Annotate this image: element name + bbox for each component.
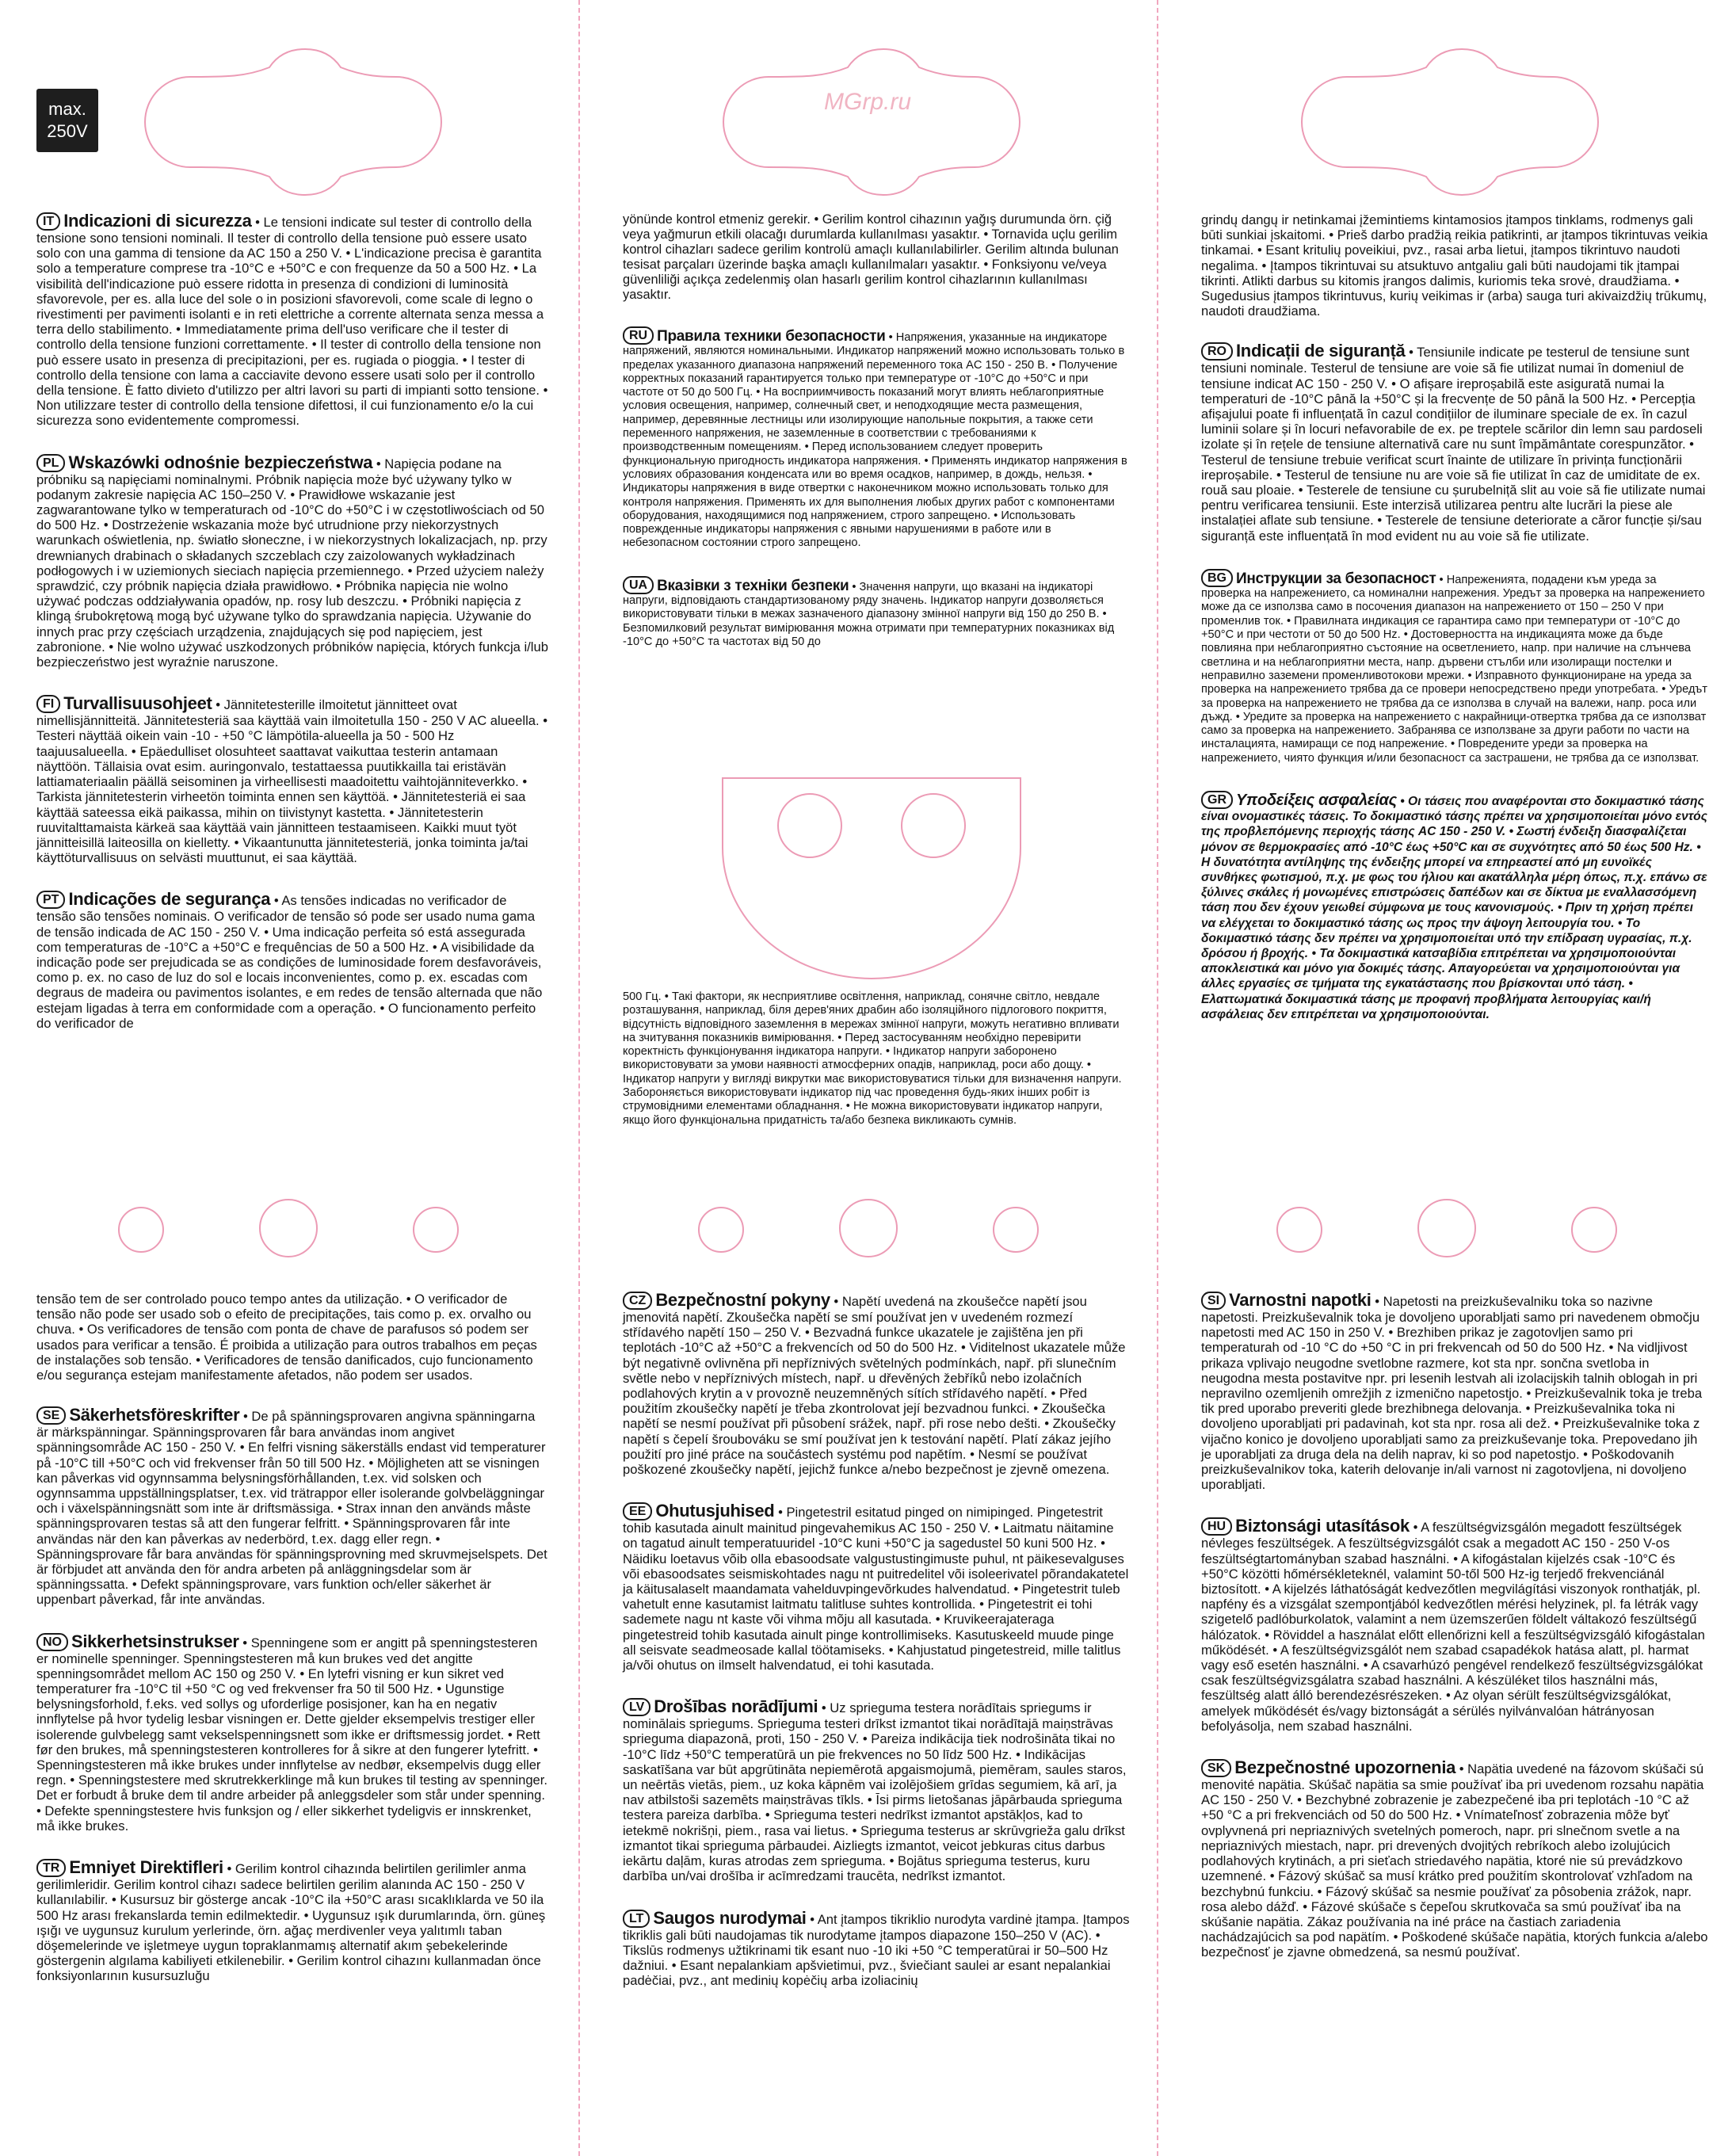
language-code: NO	[36, 1633, 68, 1651]
section-body: • A feszültségvizsgálón megadott feszültségek névleges feszültségek. A feszültségvizsgálót csak a megadott AC 150 - 250 V-os feszültségtartományban szabad használni. • A kifogástalan kijelzés csak -10°C és +50°C közötti hőmérsékleteknél, valamint 50-től 500 Hz-ig terjedő frekvenciánál biztosított. • A kijelzés láthatóságát kedvezőtlen megvilágítási viszonyok ronthatják, pl. napfény és a vizsgálat szempontjából kedvezőtlen mérési helyzinek, pl. fa létrák vagy szigetelő padlóburkolatok, valamint a nem üzemszerűen földelt váltakozó feszültségű hálózatok. • Röviddel a használat előtt ellenőrizni kell a feszültségvizsgáló kifogástalan működését. • A feszültségvizsgálót nem szabad csapadékok hatása alatt, pl. harmat vagy eső esetén használni. • A csavarhúzó pengével rendelkező feszültségvizsgálókat csak feszültségvizsgálatra szabad használni. A készüléket tilos használni más, feszültség alatt álló berendezésrészeken. • Az olyan sérült feszültségvizsgálókat, amelyek működését és/vagy biztonságát a sérülés nyilvánvalóan hátrányosan befolyásolja, nem szabad használni.	[1201, 1520, 1705, 1734]
language-code: PT	[36, 891, 65, 909]
watermark: MGrp.ru	[824, 89, 912, 115]
language-code: GR	[1201, 791, 1233, 809]
column-2-mid	[623, 990, 1130, 1128]
hanger-cutout-right	[1291, 48, 1608, 198]
language-code: CZ	[623, 1292, 652, 1310]
section-sk	[1201, 1759, 1708, 1959]
section-body: • Spenningene som er angitt på spenningstesteren er nominelle spenninger. Spenningstesteren må kun brukes ved det angitte spenningsområdet mellom AC 150 og 250 V. • En lytefri visning er kun sikret ved temperaturer fra -10°C til +50 °C og ved frekvenser fra 50 til 500 Hz. • Ugunstige belysningsforhold, f.eks. ved sollys og uforderlige posisjoner, kan ha en negativ innflytelse på hvor tydelig lesbar visningen er. Dette gjelder eksempelvis trestiger eller isolerende gulvbelegg samt vekselspenningsnett som ikke er driftsmessig jordet. • Rett før den brukes, må spenningstesteren kontrolleres for å sikre at den fungerer lytefritt. • Spenningstesteren må ikke brukes under innflytelse av nedbør, eksempelvis dugg eller regn. • Spenningstestere med skrutrekkerklinge må kun brukes til testing av spenninger. Det er forbudt å bruke dem til andre arbeider på anleggsdeler som står under spenning. • Defekte spenningstestere hvis funksjon og / eller sikkerhet tydeligvis er innskrenket, må ikke brukes.	[36, 1635, 548, 1834]
section-it	[36, 212, 548, 429]
section-title: Säkerhetsföreskrifter	[69, 1405, 240, 1425]
section-title: Инструкции за безопасност	[1236, 570, 1436, 587]
punch-circles-row	[0, 1198, 1732, 1261]
language-code: UA	[623, 576, 654, 594]
section-title: Вказівки з техніки безпеки	[657, 577, 849, 594]
section-lv	[623, 1698, 1130, 1883]
section-no	[36, 1633, 548, 1834]
section-ru	[623, 326, 1130, 551]
section-body: • Napětí uvedená na zkoušečce napětí jsou jmenovitá napětí. Zkoušečka napětí se smí používat jen v uvedeném rozmezí střídavého napětí 150 – 250 V. • Bezvadná funkce ukazatele je zajištěna jen při teplotách -10°C až +50°C a frekvencích od 50 do 500 Hz. • Viditelnost ukazatele může být negativně ovlivněna při nepříznivých světelných podmínkách, např. při slunečním světle nebo v nepříznivých místech, např. u dřevěných žebříků nebo izolačních podlahových krytin a v provozně neuzemněných sítích střídavého napětí. • Před použitím zkoušečky napětí je třeba zkontrolovat její bezvadnou funkci. • Zkoušečka napětí se nesmí používat při působení srážek, např. při rose nebo dešti. • Zkoušečky napětí s čepelí šroubováku se smí používat jen k testování napětí. Platí zákaz jejího použití pro jiné práce na součástech systému pod napětím. • Nesmí se používat poškozené zkoušečky napětí, jejichž funkce a/nebo bezpečnost je zjevně omezena.	[623, 1294, 1126, 1478]
section-se	[36, 1406, 548, 1607]
section-title: Ohutusjuhised	[655, 1501, 775, 1521]
section-title: Sikkerhetsinstrukser	[71, 1631, 239, 1651]
column-2-bottom	[623, 1292, 1130, 2013]
hanger-cutout-left	[135, 48, 452, 198]
section-pt	[36, 891, 548, 1031]
section-body: • Napätia uvedené na fázovom skúšači sú menovité napätia. Skúšač napätia sa smie používať iba pri uvedenom rozsahu napätia AC 150 - 250 V. • Bezchybné zobrazenie je zabezpečené iba pri teplotách -10 °C až +50 °C a pri frekvenciách od 50 do 500 Hz. • Vnímateľnosť zobrazenia môže byť ovplyvnená pri nepriaznivých svetelných pomeroch, napr. pri slnečnom svetle a na nepriaznivých miestach, napr. pri drevených dvojitých rebríkoch alebo izolujúcich podlahových krytinách, a pri sieťach striedavého napätia, ktoré nie sú prevádzkovo uzemnené. • Fázový skúšač sa musí krátko pred použitím skontrolovať vzhľadom na bezchybnú funkciu. • Fázový skúšač sa nesmie používať za pôsobenia zrážok, napr. rosa alebo dážď. • Fázové skúšače s čepeľou skrutkovača sa smú používať iba na skúšanie napätia. Zákaz používania na iné práce na častiach zariadenia nachádzajúcich sa pod napätím. • Poškodené skúšače napätia, ktorých funkcia a/alebo bezpečnosť je zjavne obmedzená, sa nesmú používať.	[1201, 1761, 1708, 1960]
section-ee	[623, 1502, 1130, 1673]
fold-line-right	[1157, 0, 1158, 2156]
section-body: • Gerilim kontrol cihazında belirtilen gerilimler anma gerilimleridir. Gerilim kontrol cihazı sadece belirtilen gerilim alanında AC 150 - 250 V kullanılabilir. • Kusursuz bir gösterge ancak -10°C ila +50°C arası sıcaklıklarda ve 50 ila 500 Hz arası frekanslarda temin edilmektedir. • Uygunsuz ışık durumlarında, örn. güneş ışığı ve uygunsuz kurulum yerlerinde, örn. ağaç merdivenler veya yalıtımlı taban döşemelerinde ve işletmeye uygun topraklanmamış alternatif akım şebekelerinde göstergenin algılama kabiliyeti etkilenebilir. • Gerilim kontrol cihazını kullanmadan önce fonksiyonlarının kusursuzluğu	[36, 1861, 546, 1984]
section-title: Drošības norādījumi	[654, 1696, 818, 1717]
max-voltage-badge	[36, 89, 98, 152]
fold-line-left	[578, 0, 580, 2156]
language-code: LV	[623, 1698, 650, 1716]
column-1-top	[36, 212, 548, 1056]
section-cz	[623, 1292, 1130, 1477]
section-tr	[36, 1859, 548, 1983]
section-body: • Ant įtampos tikriklio nurodyta vardinė įtampa. Įtampos tikriklis gali būti naudojamas tik nurodytame įtampos diapazone 150–250 V (AC). • Tikslūs rodmenys užtikrinami tik esant nuo -10 iki +50 °C temperatūrai ir 50–500 Hz dažniui. • Esant nepalankiam apšvietimui, pvz., šviečiant saulei ar esant nepalankiai padėčiai, pvz., ant medinių kopėčių arba izoliacinių	[623, 1911, 1130, 1989]
section-si	[1201, 1292, 1708, 1492]
language-code: TR	[36, 1859, 66, 1877]
continued-text: grindų dangų ir netinkamai įžemintiems kintamosios įtampos tinklams, rodmenys gali būti sunkiai įskaitomi. • Prieš darbo pradžią reikia patikrinti, ar įtampos tikrintuvas veikia tinkamai. • Esant kritulių poveikiui, pvz., rasai arba lietui, įtampos tikrintuvo naudoti negalima. • Įtampos tikrintuvai su atsuktuvo antgaliu gali būti naudojami tik įtampai tikrinti. Atlikti darbus su kitomis įrangos dalimis, kuriomis teka srovė, draudžiama. • Sugedusius įtampos tikrintuvus, kurių veikimas ir (arba) sauga turi akivaizdžių trūkumų, naudoti draudžiama.	[1201, 212, 1708, 319]
section-bg	[1201, 569, 1708, 765]
section-title: Turvallisuusohjeet	[63, 693, 212, 714]
badge-line-1: max.	[48, 99, 86, 119]
language-code: SK	[1201, 1759, 1231, 1777]
section-body: • Le tensioni indicate sul tester di controllo della tensione sono tensioni nominali. Il tester di controllo della tensione può essere usato solo con una gamma di tensione da AC 150 a 250 V. • L'indicazione precisa è garantita solo a temperature comprese tra -10°C e +50°C e con frequenze da 50 a 500 Hz. • La visibilità dell'indicazione può essere ridotta in presenza di condizioni di luminosità sfavorevole, per es. alla luce del sole o in posizioni sfavorevoli, come scale di legno o rivestimenti per pavimenti isolanti e in reti elettriche a corrente alternata senza messa a terra dello stabilimento. • Immediatamente prima dell'uso verificare che il tester di controllo della tensione funzioni correttamente. • Il tester di controllo della tensione non può essere usato in presenza di precipitazioni, per es. rugiada o pioggia. • I tester di controllo della tensione con lama a cacciavite devono essere usati solo per il controllo della tensione. È fatto divieto d'utilizzo per altri lavori su parti di impianti sotto tensione. • Non utilizzare tester di controllo della tensione difettosi, il cui funzionamento e/o la cui sicurezza sono evidentemente compromessi.	[36, 215, 548, 429]
section-lt	[623, 1907, 1130, 1989]
section-title: Saugos nurodymai	[653, 1907, 807, 1928]
section-title: Indicații de siguranță	[1236, 341, 1406, 361]
continued-text: 500 Гц. • Такі фактори, як несприятливе освітлення, наприклад, сонячне світло, невдале розташування, наприклад, біля дерев'яних драбин або ізоляційного підлогового покриття, відсутність відповідного заземлення в мережах змінної напруги, можуть негативно впливати на зчитування показників вимірювання. • Перед застосуванням необхідно перевірити коректність функціонування індикатора напруги. • Індикатор напруги заборонено використовувати за умови наявності атмосферних опадів, наприклад, роси або дощу. • Індикатор напруги у вигляді викрутки має використовуватися тільки для визначення напруги. Забороняється використовувати індикатор під час проведення будь-яких інших робіт із струмовідними елементами обладнання. • Не можна використовувати індикатор напруги, якщо його функціональна придатність та/або безпека викликають сумнів.	[623, 990, 1122, 1127]
section-body: • De på spänningsprovaren angivna spänningarna är märkspänningar. Spänningsprovaren får bara användas inom angivet spänningsområde AC 150 - 250 V. • En felfri visning säkerställs endast vid temperaturer på -10°C till +50°C och vid frekvenser från 50 till 500 Hz. • Möjligheten att se visningen kan påverkas vid ogynnsamma belysningsförhållanden, t.ex. vid solsken och ogynnsamma uppställningsplatser, t.ex. vid trätrappor eller isolerande golvbeläggningar och i växelspänningsnätt som inte är driftsmässiga. • Strax innan den används måste spänningsprovaren testas så att den fungerar felfritt. • Spänningsprovaren får inte användas när den kan påverkas av nederbörd, t.ex. dagg eller regn. • Spänningsprovare får bara användas för spänningsprovning med skruvmejselspets. Det är förbjudet att använda den för andra arbeten på anläggningsdelar som är spänningssatta. • Defekt spänningsprovare, vars funktion och/eller säkerhet är uppenbart påverkad, får inte användas.	[36, 1409, 547, 1608]
language-code: SE	[36, 1406, 66, 1425]
language-code: RO	[1201, 342, 1233, 361]
section-body: • Pingetestril esitatud pinged on nimipinged. Pingetestrit tohib kasutada ainult mainitud pingevahemikus AC 150 - 250 V. • Laitmatu näitamine on tagatud ainult temperatuuridel -10°C kuni +50°C ja sagedustel 50 kuni 500 Hz. • Näidiku loetavus võib olla ebasoodsate valgustustingimuste puhul, nt päikesevalguses või ebasoodsates seismiskohtades nagu nt puitredelitel või isoleerivatel põrandakatetel ja käitusalaselt maandamata vahelduvpingevõrkudes halvendatud. • Pingetestrit tuleb vahetult enne kasutamist laitmatu talitluse suhtes kontrollida. • Pingetestrit ei tohi sademete nagu nt kaste või vihma mõju all kasutada. • Kruvikeerajateraga pingetestreid tohib kasutada ainult pinge kontrollimiseks. Kasutuskeeld muude pinge all seisvate seadmeosade kallal töötamiseks. • Kahjustatud pingetestreid, mille talitlus ja/või ohutus on ilmselt halvendatud, ei tohi kasutada.	[623, 1505, 1129, 1673]
column-2-top	[623, 212, 1130, 674]
badge-line-2: 250V	[47, 121, 88, 141]
section-body: • Jännitetesterille ilmoitetut jännitteet ovat nimellisjännitteitä. Jännitetesteriä saa käyttää vain ilmoitetulla 150 - 250 V AC alueella. • Testeri näyttää oikein vain -10 - +50 °C lämpötila-alueella ja 50 - 500 Hz taajuusalueella. • Epäedulliset olosuhteet saattavat vaikuttaa testerin antamaan näyttöön. Tällaisia ovat esim. auringonvalo, testattaessa puutikkailla tai eristävän lattiamateriaalin päällä seisominen ja virheellisesti maadoitettu vaihtojänniteverkko. • Tarkista jännitetesterin virheetön toiminta ennen sen käyttöä. • Jännitetesteriä ei saa käyttää sateessa eikä paikassa, mihin on tiivistynyt kastetta. • Jännitetesterin ruuvitalttamaista kärkeä saa käyttää vain jännitteen testaamiseen. Kaikki muut työt jännitteisillä laiteosilla on kielletty. • Vikaantunutta jännitetesteriä, jonka toiminta ja/tai käyttöturvallisuus on selvästi muuttunut, ei saa käyttää.	[36, 697, 548, 866]
section-body: • As tensões indicadas no verificador de tensão são tensões nominais. O verificador de tensão só pode ser usado numa gama de tensão indicada de AC 150 - 250 V. • Uma indicação perfeita só está assegurada com temperaturas de -10°C a +50°C e frequências de 50 a 500 Hz. • A visibilidade da indicação pode ser prejudicada se as condições de luminosidade forem desfavoráveis, como p. ex. no caso de luz do sol e locais inconvenientes, como p. ex. escadas com degraus de madeira ou pavimentos isolantes, e em redes de tensão alternada que não estejam ligadas à terra em conformidade com a operação. • O funcionamento perfeito do verificador de	[36, 893, 543, 1031]
language-code: EE	[623, 1502, 652, 1521]
section-title: Varnostni napotki	[1229, 1290, 1371, 1310]
section-body: • Напреженията, подадени към уреда за проверка на напрежението, са номинални напрежения. Уредът за проверка на напрежението може да се използва само в посочения диапазон на напрежението от 150 – 250 V при променлив ток. • Правилната индикация се гарантира само при температури от -10°C до +50°C и при честоти от 50 до 500 Hz. • Достоверността на индикацията може да бъде повлияна при неблагоприятно състояние на осветлението, напр. при наличие на слънчева светлина и на неблагоприятни места, напр. дървени стълби или изолиращи постелки и неправилно заземени променливотокови мрежи. • Изправното функциониране на уреда за проверка на напрежението трябва да се провери непосредствено преди употребата. • Уредът за проверка на напрежението не трябва да се използва в случай на валежи, напр. роса или дъжд. • Уредите за проверка на напрежението с накрайници-отвертка трябва да се използват само за проверка на напрежението. Забранява се използване за други работи по части на инсталацията, намиращи се под напрежение. • Повредените уреди за проверка на напрежението, чиято функция и/или безопасност са застрашени, не трябва да се използват.	[1201, 573, 1707, 765]
language-code: RU	[623, 326, 654, 345]
column-3-top	[1201, 212, 1708, 1047]
section-title: Indicazioni di sicurezza	[63, 211, 252, 231]
section-body: • Napięcia podane na próbniku są napięciami nominalnymi. Próbnik napięcia może być używany tylko w podanym zakresie napięcia AC 150–250 V. • Prawidłowe wskazanie jest zagwarantowane tylko w temperaturach od -10°C do +50°C i w częstotliwościach od 50 do 500 Hz. • Dostrzeżenie wskazania może być utrudnione przy niekorzystnych warunkach oświetlenia, np. światło słoneczne, i w niekorzystnych lokalizacjach, np. przy drewnianych drabinach o składanych szczeblach czy zaizolowanych wykładzinach podłogowych i w uziemionych sieciach napięcia przemiennego. • Przed użyciem należy sprawdzić, czy próbnik napięcia działa prawidłowo. • Próbnika napięcia nie wolno używać podczas oddziaływania opadów, np. rosy lub deszczu. • Próbniki napięcia z klingą śrubokrętową mogą być używane tylko do sprawdzania napięcia. Używanie do innych prac przy częściach urządzenia, znajdujących się pod napięciem, jest zabronione. • Nie wolno używać uszkodzonych próbników napięcia, których funkcja i/lub bezpieczeństwo jest wyraźnie naruszone.	[36, 456, 548, 670]
section-title: Indicações de segurança	[68, 889, 271, 910]
language-code: LT	[623, 1910, 650, 1928]
section-title: Emniyet Direktifleri	[69, 1857, 223, 1878]
section-body: • Uz sprieguma testera norādītais spriegums ir nominālais spriegums. Sprieguma testeri drīkst izmantot tikai norādītajā maiņstrāvas sprieguma diapazonā, proti, 150 - 250 V. • Pareiza indikācija tiek nodrošināta tikai no -10°C līdz +50°C temperatūrā un pie frekvences no 50 līdz 500 Hz. • Indikācijas saskatīšana var būt apgrūtināta nepiemērotā apgaismojumā, piemēram, saules staros, un neērtās vietās, piem., uz koka kāpnēm vai izolējošiem grīdas segumiem, kā arī, ja nav atbilstoši sazemēts maiņstrāvas tīkls. • Īsi pirms lietošanas jāpārbauda sprieguma testera pareiza darbība. • Sprieguma testeri nedrīkst izmantot apstākļos, kad to ietekmē nokrišņi, piem., rasa vai lietus. • Sprieguma testerus ar skrūvgrieža galu drīkst izmantot tikai sprieguma pārbaudei. Aizliegts izmantot, veicot jebkuras citus darbus iekārtu daļām, kuras atrodas zem sprieguma. • Bojātus sprieguma testerus, kuru darbība un/vai drošība ir acīmredzami traucēta, nedrīkst izmantot.	[623, 1700, 1127, 1884]
section-ro	[1201, 342, 1708, 543]
language-code: PL	[36, 454, 65, 472]
section-body: • Tensiunile indicate pe testerul de tensiune sunt tensiuni nominale. Testerul de tensiune are voie să fie utilizat numai în domeniul de tensiune indicat AC 150 - 250 V. • O afișare ireproșabilă este asigurată numai la temperaturi de -10°C până la +50°C și la frecvențe de 50 până la 500 Hz. • Percepția afișajului poate fi influențată în cazul condițiilor de iluminare speciale de ex. în cazul luminii solare și în locuri nefavorabile de ex. pe treptele scărilor din lemn sau pardoseli izolate și în rețele de tensiune alternativă care nu sunt împământate corespunzător. • Testerul de tensiune trebuie verificat scurt înainte de utilizare în privința funcționării ireproșabile. • Testerul de tensiune nu are voie să fie utilizat în caz de umiditate de ex. rouă sau ploaie. • Testerele de tensiune cu șurubelniță slit au voie să fie utilizate numai pentru verificarea tensiunii. Este interzisă utilizarea pentru alte lucrări la piese ale instalației aflate sub tensiune. • Testerele de tensiune deteriorate a căror funcție și/sau siguranță este influențată în mod evident nu au voie să fie utilizate.	[1201, 345, 1706, 544]
section-body: • Напряжения, указанные на индикаторе напряжений, являются номинальными. Индикатор напряжений можно использовать только в пределах указанного диапазона напряжений переменного тока AC 150 - 250 В. • Получение корректных показаний гарантируется только при температуре от -10°С до +50°С и при частоте от 50 до 500 Гц. • На восприимчивость показаний могут влиять неблагоприятные условия освещения, например, солнечный свет, и неподходящие места размещения, например, деревянные лестницы или изолирующие напольные покрытия, а также сети переменного напряжения, не заземленные в соответствии с требованиями к производственным помещениям. • Перед использованием следует проверить функциональную пригодность индикатора напряжения. • Применять индикатор напряжения в условиях образования конденсата или во время осадков, например, в дождь, нельзя. • Индикаторы напряжения в виде отвертки с наконечником можно использовать только для контроля напряжения. Применять их для выполнения любых других работ с компонентами оборудования, находящимися под напряжением, строго запрещено. • Использовать поврежденные индикаторы напряжения с явными нарушениями в работе или в небезопасном состоянии строго запрещено.	[623, 331, 1127, 550]
section-title: Bezpečnostné upozornenia	[1234, 1757, 1456, 1778]
hanger-cutout-center	[713, 48, 1030, 198]
section-gr	[1201, 791, 1708, 1022]
section-body: • Napetosti na preizkuševalniku toka so nazivne napetosti. Preizkuševalnik toka je dovoljeno uporabljati samo pri navedenem območju napetosti med AC 150 in 250 V. • Brezhiben prikaz je zagotovljen samo pri temperaturah od -10 °C do +50 °C in pri frekvencah od 50 do 500 Hz. • Na vidljivost prikaza vplivajo neugodne svetlobne razmere, kot sta npr. sončna svetloba in neugodna mesta postavitve npr. pri lesenih lestvah ali izolacijskih talnih oblogah in pri nepravilno ozemljenih omrežjih z izmenično napetostjo. • Preizkuševalnik toka je treba tik pred uporabo preveriti glede brezhibnega delovanja. • Preizkuševalnika toka ni dovoljeno uporabljati pri padavinah, kot sta npr. rosa ali dež. • Preizkuševalnike toka z vijačno konico je dovoljeno uporabljati samo za preizkuševanje toka. Prepovedano jih je uporabljati za druga dela na delih naprav, ki so pod napetostjo. • Poškodovanih preizkuševalnikov toka, katerih delovanje in/ali varnost ni zagotovljena, ni dovoljeno uporabljati.	[1201, 1294, 1703, 1493]
language-code: IT	[36, 212, 60, 231]
column-1-bottom	[36, 1292, 548, 2009]
section-fi	[36, 695, 548, 865]
section-title: Υποδείξεις ασφαλείας	[1236, 792, 1397, 810]
section-title: Правила техники безопасности	[657, 328, 886, 345]
language-code: BG	[1201, 569, 1233, 587]
language-code: SI	[1201, 1292, 1226, 1310]
column-3-bottom	[1201, 1292, 1708, 1986]
section-title: Biztonsági utasítások	[1235, 1516, 1410, 1536]
section-body: • Οι τάσεις που αναφέρονται στο δοκιμαστικό τάσης είναι ονομαστικές τάσεις. Το δοκιμαστικό τάσης πρέπει να χρησιμοποιείται μόνο εντός της προβλεπόμενης περιοχής τάσης AC 150 - 250 V. • Σωστή ένδειξη διασφαλίζεται μόνον σε θερμοκρασίες από -10°C έως +50°C και σε συχνότητες από 50 έως 500 Hz. • Η δυνατότητα αντίληψης της ένδειξης μπορεί να επηρεαστεί από μη ευνοϊκές συνθήκες φωτισμού, π.χ. με φως του ήλιου και ακατάλληλα μέρη όπως, π.χ. επάνω σε ξύλινες σκάλες ή μονωμένες επιστρώσεις δαπέδων και σε δίκτυα με εναλλασσόμενη τάση που δεν έχουν γειωθεί σύμφωνα με τους κανονισμούς. • Πριν τη χρήση πρέπει να ελέγχεται το δοκιμαστικό τάσης ως προς την άψογη λειτουργία του. • Το δοκιμαστικό τάσης δεν πρέπει να χρησιμοποιείται υπό την επίδραση υγρασίας, π.χ. δρόσου ή βροχής. • Τα δοκιμαστικά κατσαβίδια επιτρέπεται να χρησιμοποιούνται αποκλειστικά και μόνο για δοκιμές τάσης. Απαγορεύεται να χρησιμοποιούνται για άλλες εργασίες σε τμήματα της εγκατάστασης που βρίσκονται υπό τάση. • Ελαττωματικά δοκιμαστικά τάσης με προφανή προβλήματα λειτουργίας και/ή ασφάλειας δεν επιτρέπεται να χρησιμοποιούνται.	[1201, 795, 1707, 1021]
blister-cutout	[721, 777, 1022, 983]
section-hu	[1201, 1517, 1708, 1734]
section-ua	[623, 576, 1130, 649]
section-body: • Значення напруги, що вказані на індикаторі напруги, відповідають стандартизованому ряду значень. Індикатор напруги дозволяється використовувати тільки в межах зазначеного діапазону змінної напруги від 150 до 250 В. • Безпомилковий результат вимірювання можна отримати при температурних показниках від -10°С до +50°С та частотах від 50 до	[623, 580, 1115, 648]
continued-text: yönünde kontrol etmeniz gerekir. • Gerilim kontrol cihazının yağış durumunda örn. çiğ veya yağmurun etkili olacağı durumlarda kullanılması yasaktır. • Tornavida uçlu gerilim kontrol cihazları sadece gerilim kontrolü amaçlı kullanılabilirler. Gerilim altında bulunan tesisat parçaları üzerinde başka amaçlı kullanılmaları yasaktır. • Fonksiyonu ve/veya güvenliliği açıkça zedelenmiş olan hasarlı gerilim kontrol cihazlarının kullanılması yasaktır.	[623, 212, 1119, 302]
language-code: FI	[36, 695, 60, 713]
section-title: Bezpečnostní pokyny	[655, 1290, 830, 1310]
section-title: Wskazówki odnośnie bezpieczeństwa	[68, 452, 373, 472]
section-pl	[36, 454, 548, 670]
continued-text: tensão tem de ser controlado pouco tempo antes da utilização. • O verificador de tensão não pode ser usado sob o efeito de precipitações, tais como p. ex. orvalho ou chuva. • Os verificadores de tensão com ponta de chave de parafusos só podem ser usados para verificar a tensão. É proibida a utilização para outros trabalhos em peças de instalações sob tensão. • Verificadores de tensão danificados, cujo funcionamento e/ou segurança estejam manifestamente afetados, não podem ser usados.	[36, 1292, 537, 1383]
language-code: HU	[1201, 1517, 1232, 1536]
